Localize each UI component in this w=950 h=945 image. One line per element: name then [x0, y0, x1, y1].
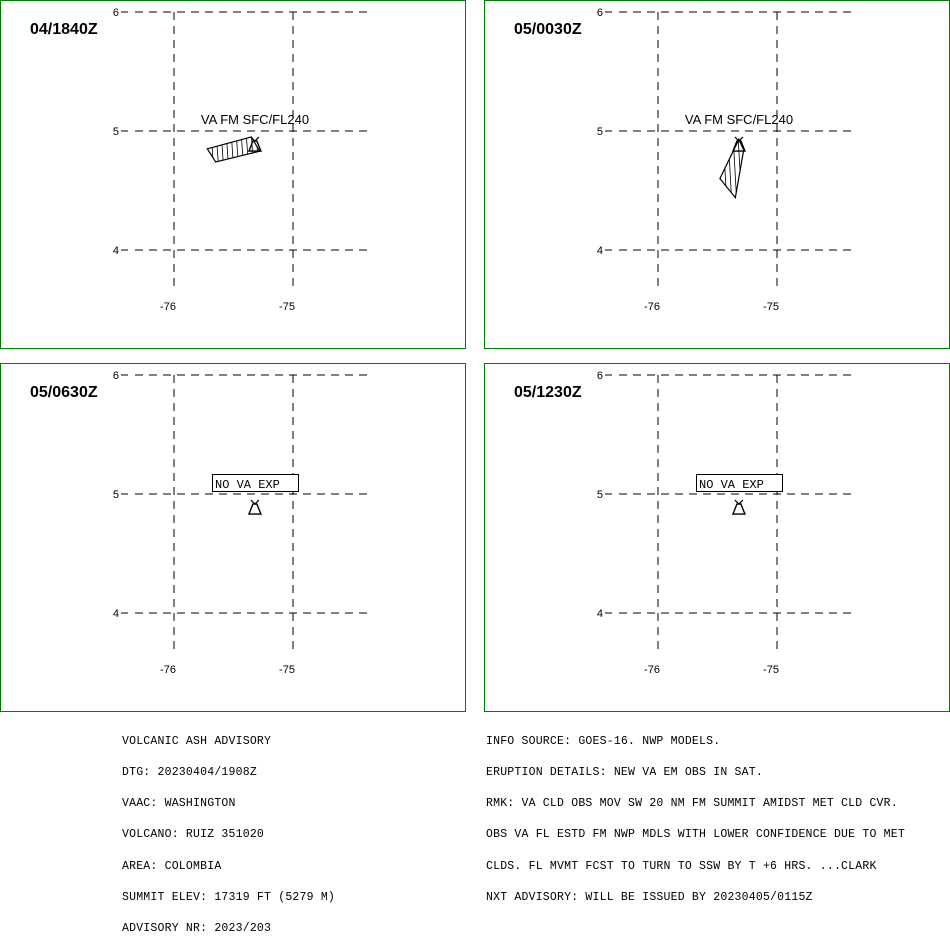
advisory-line: VOLCANO: RUIZ 351020	[122, 828, 265, 842]
advisory-line: INFO SOURCE: GOES-16. NWP MODELS.	[486, 734, 721, 748]
annotation-label: VA FM SFC/FL240	[684, 112, 794, 127]
latitude-tick-label: 4	[596, 608, 603, 620]
latitude-tick-label: 5	[596, 489, 603, 501]
longitude-tick-label: -76	[160, 664, 176, 676]
advisory-line: VAAC: WASHINGTON	[122, 797, 236, 811]
latitude-tick-label: 6	[112, 370, 119, 382]
advisory-line: CLDS. FL MVMT FCST TO TURN TO SSW BY T +6 HRS. ...CLARK	[486, 859, 877, 873]
advisory-line: ERUPTION DETAILS: NEW VA EM OBS IN SAT.	[486, 766, 763, 780]
map-panel-p4	[485, 364, 950, 712]
time-label: 04/1840Z	[30, 21, 98, 38]
latitude-tick-label: 6	[596, 7, 603, 19]
advisory-header-block	[122, 716, 335, 945]
panel-frame	[485, 1, 950, 349]
longitude-tick-label: -76	[644, 301, 660, 313]
map-panel-p2	[485, 1, 950, 349]
latitude-tick-label: 4	[112, 245, 119, 257]
advisory-line: DTG: 20230404/1908Z	[122, 766, 257, 780]
annotation-label: NO VA EXP	[699, 478, 764, 492]
advisory-details-block	[486, 716, 905, 914]
time-label: 05/0030Z	[514, 21, 582, 38]
time-label: 05/0630Z	[30, 384, 98, 401]
latitude-tick-label: 4	[596, 245, 603, 257]
map-panel-p1	[1, 1, 466, 349]
longitude-tick-label: -76	[644, 664, 660, 676]
panel-frame	[1, 364, 466, 712]
annotation-label: VA FM SFC/FL240	[200, 112, 310, 127]
advisory-line: OBS VA FL ESTD FM NWP MDLS WITH LOWER CONFIDENCE DUE TO MET	[486, 828, 905, 842]
latitude-tick-label: 6	[596, 370, 603, 382]
latitude-tick-label: 6	[112, 7, 119, 19]
advisory-line: AREA: COLOMBIA	[122, 859, 222, 873]
longitude-tick-label: -75	[279, 301, 295, 313]
advisory-line: RMK: VA CLD OBS MOV SW 20 NM FM SUMMIT AMIDST MET CLD CVR.	[486, 797, 898, 811]
advisory-line: VOLCANIC ASH ADVISORY	[122, 734, 272, 748]
longitude-tick-label: -75	[763, 301, 779, 313]
latitude-tick-label: 4	[112, 608, 119, 620]
panel-frame	[485, 364, 950, 712]
longitude-tick-label: -76	[160, 301, 176, 313]
longitude-tick-label: -75	[763, 664, 779, 676]
advisory-line: ADVISORY NR: 2023/203	[122, 922, 272, 936]
longitude-tick-label: -75	[279, 664, 295, 676]
advisory-line: SUMMIT ELEV: 17319 FT (5279 M)	[122, 890, 336, 904]
time-label: 05/1230Z	[514, 384, 582, 401]
panel-frame	[1, 1, 466, 349]
map-panel-p3	[1, 364, 466, 712]
latitude-tick-label: 5	[596, 126, 603, 138]
advisory-line: NXT ADVISORY: WILL BE ISSUED BY 20230405/0115Z	[486, 890, 813, 904]
latitude-tick-label: 5	[112, 489, 119, 501]
annotation-label: NO VA EXP	[215, 478, 280, 492]
latitude-tick-label: 5	[112, 126, 119, 138]
